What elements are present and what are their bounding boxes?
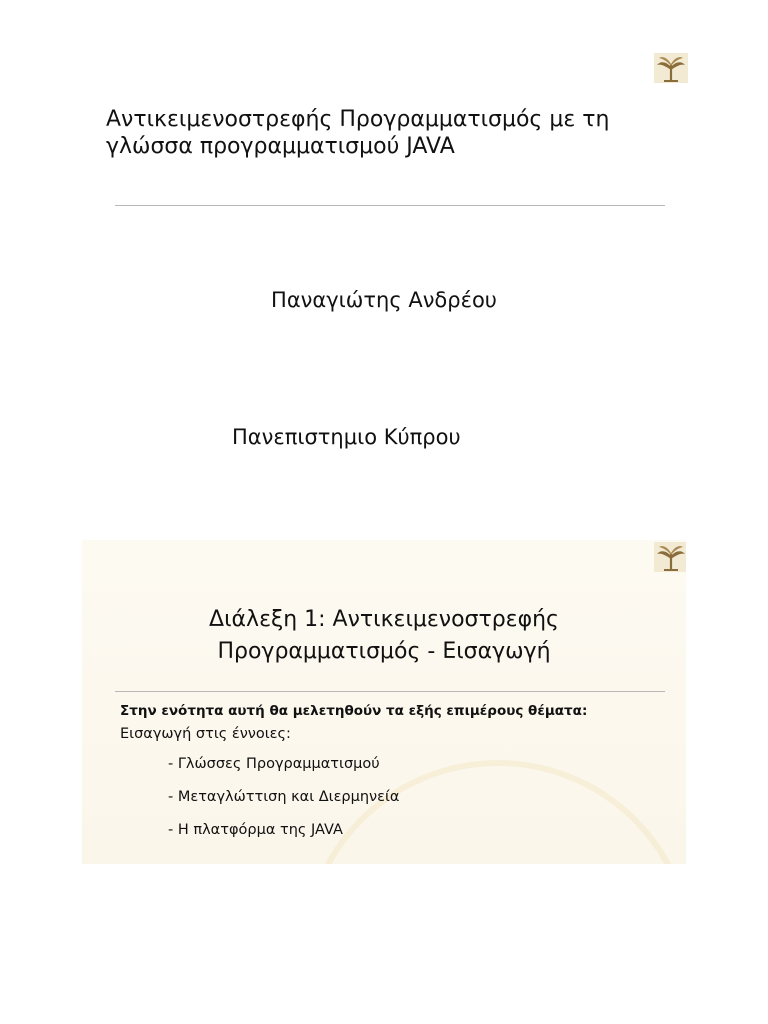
author-affiliation: Πανεπιστημιο Κύπρου xyxy=(232,425,461,449)
slide-lecture-intro xyxy=(82,540,686,864)
lecture-title xyxy=(82,604,686,668)
slide-title-page xyxy=(82,40,686,510)
lecture-title-line-1: Διάλεξη 1: Αντικειμενοστρεφής xyxy=(209,607,559,632)
title-divider xyxy=(115,205,665,206)
university-tree-logo-icon xyxy=(654,542,686,572)
list-item: - Μεταγλώττιση και Διερμηνεία xyxy=(168,789,400,805)
author-name: Παναγιώτης Ανδρέου xyxy=(271,288,497,312)
topic-list xyxy=(168,752,399,851)
lecture-title-divider xyxy=(115,691,665,692)
section-intro: Στην ενότητα αυτή θα μελετηθούν τα εξής επιμέρους θέματα: xyxy=(120,703,588,719)
university-tree-logo-icon xyxy=(654,53,688,83)
list-item: - Γλώσσες Προγραμματισμού xyxy=(168,756,380,772)
list-item: - Η πλατφόρμα της JAVA xyxy=(168,822,343,838)
lecture-title-line-2: Προγραμματισμός - Εισαγωγή xyxy=(217,639,551,664)
presentation-title: Αντικειμενοστρεφής Προγραμματισμός με τη γλώσσα προγραμματισμού JAVA xyxy=(106,107,610,159)
section-subintro: Εισαγωγή στις έννοιες: xyxy=(120,726,291,742)
